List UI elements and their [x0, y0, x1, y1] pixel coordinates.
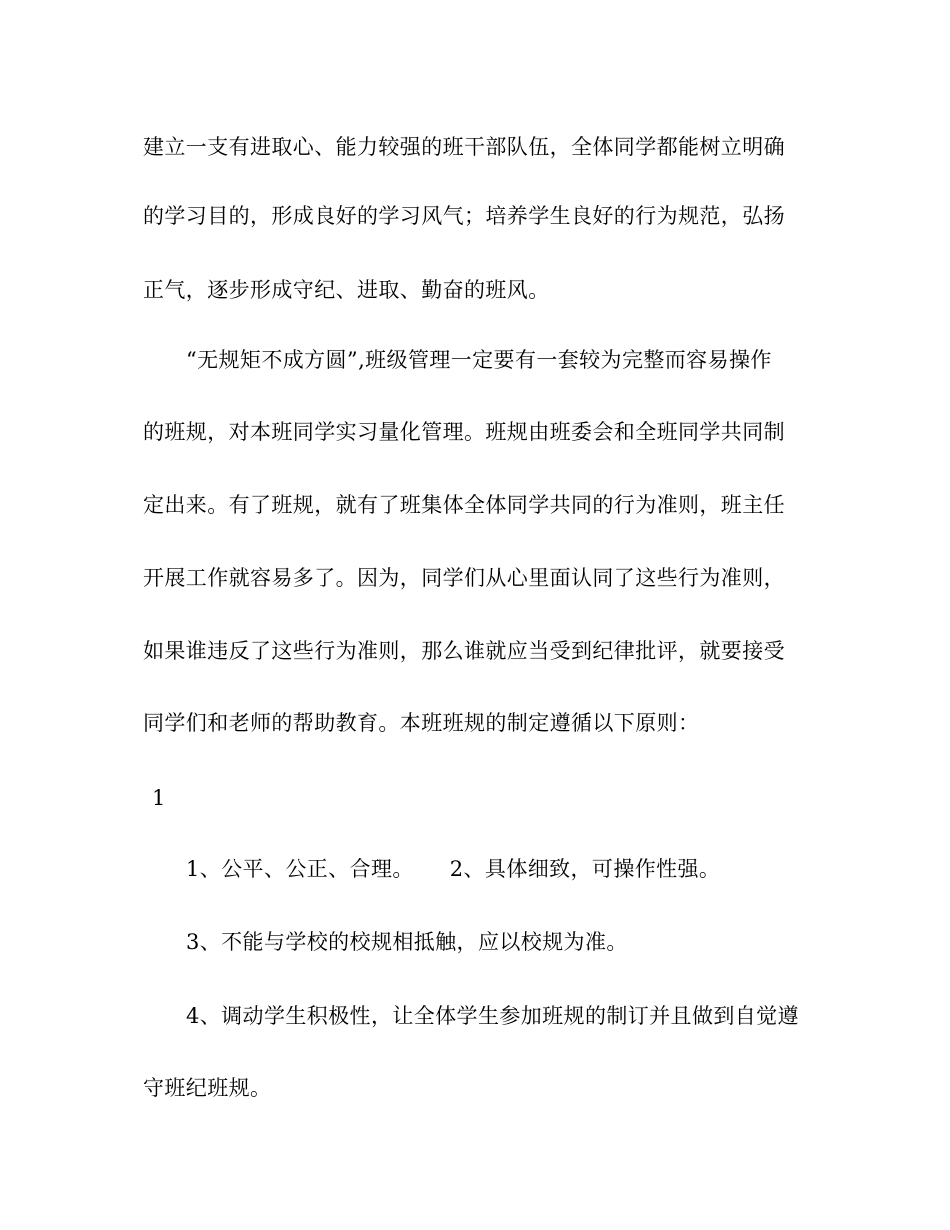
principle-row-1 — [186, 855, 720, 883]
page-number: 1 — [152, 786, 166, 810]
paragraph2-line-6: 同学们和老师的帮助教育。本班班规的制定遵循以下原则： — [143, 711, 700, 735]
principle-item-2: 2、具体细致，可操作性强。 — [449, 857, 721, 881]
principle-item-4-line-1: 4、调动学生积极性，让全体学生参加班规的制订并且做到自觉遵 — [186, 1004, 799, 1028]
principle-item-4-line-2: 守班纪班规。 — [143, 1076, 272, 1100]
paragraph1-line-2: 的学习目的，形成良好的学习风气；培养学生良好的行为规范，弘扬 — [143, 204, 785, 228]
paragraph1-line-1: 建立一支有进取心、能力较强的班干部队伍，全体同学都能树立明确 — [143, 135, 785, 159]
paragraph1-line-3: 正气，逐步形成守纪、进取、勤奋的班风。 — [143, 278, 550, 302]
paragraph2-line-4: 开展工作就容易多了。因为，同学们从心里面认同了这些行为准则， — [143, 566, 785, 590]
paragraph2-line-3: 定出来。有了班规，就有了班集体全体同学共同的行为准则，班主任 — [143, 493, 785, 517]
principle-item-1: 1、公平、公正、合理。 — [186, 857, 414, 881]
paragraph2-line-5: 如果谁违反了这些行为准则，那么谁就应当受到纪律批评，就要接受 — [143, 639, 785, 663]
paragraph2-line-2: 的班规，对本班同学实习量化管理。班规由班委会和全班同学共同制 — [143, 420, 785, 444]
paragraph2-line-1: “无规矩不成方圆”,班级管理一定要有一套较为完整而容易操作 — [186, 348, 772, 372]
principle-item-3: 3、不能与学校的校规相抵触，应以校规为准。 — [186, 930, 628, 954]
